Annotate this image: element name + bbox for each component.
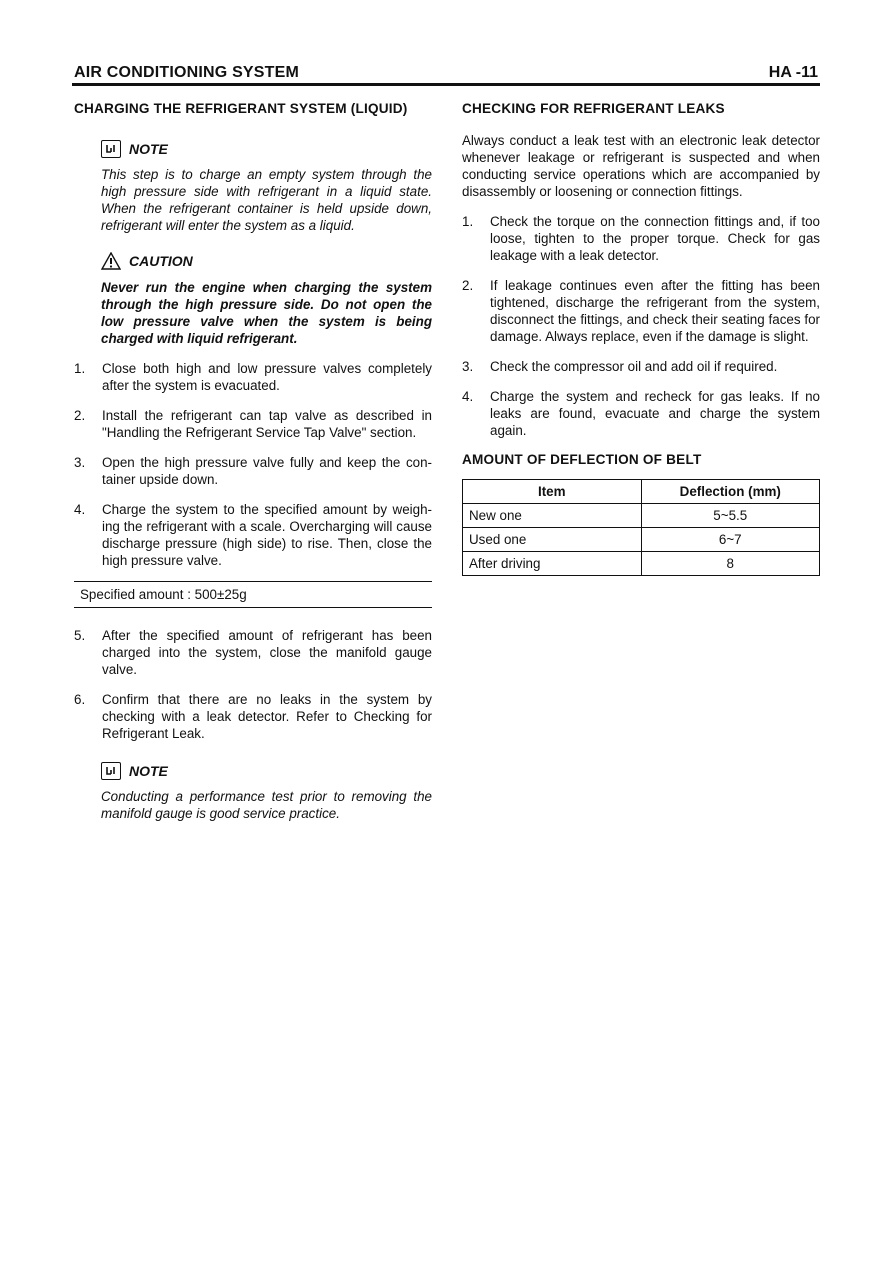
note-header (101, 140, 432, 158)
list-item (74, 360, 432, 394)
note-text: Conducting a performance test prior to removing the manifold gauge is good service practice. (101, 789, 432, 821)
column-header-deflection: Deflection (mm) (641, 480, 820, 504)
caution-header (101, 252, 432, 270)
note-block (101, 140, 432, 234)
section-heading-charging: CHARGING THE REFRIGERANT SYSTEM (LIQUID) (74, 101, 408, 116)
caution-block (101, 252, 432, 347)
table-cell: After driving (463, 552, 642, 576)
warning-icon (101, 252, 121, 270)
item-text: Confirm that there are no leaks in the system by checking with a leak detector. Refer to Checking for Refrigerant Leak. (102, 692, 432, 741)
list-item (74, 691, 432, 742)
table-row (463, 528, 820, 552)
caution-label: CAUTION (129, 252, 193, 269)
item-text: Charge the system and recheck for gas leaks. If no leaks are found, evacuate and charge the system again. (490, 389, 820, 438)
item-text: Open the high pressure valve fully and keep the con-tainer upside down. (102, 455, 432, 487)
list-item (74, 454, 432, 488)
item-number: 3. (74, 455, 86, 470)
leak-intro: Always conduct a leak test with an electronic leak detector whenever leakage or refrigerant is suspected and when conducting service operations which are accompanied by disassembly or loosening or connection fittings. (462, 133, 820, 199)
item-text: Check the compressor oil and add oil if required. (490, 359, 778, 374)
left-column (74, 100, 432, 822)
table-cell: New one (463, 504, 642, 528)
steps-list-b (74, 627, 432, 742)
item-number: 1. (462, 214, 474, 229)
note-text: This step is to charge an empty system through the high pressure side with refrigerant in a liquid state. When the refrigerant container is held upside down, refrigerant will enter the system as a liquid. (101, 167, 432, 233)
list-item (462, 277, 820, 345)
table-cell: 8 (641, 552, 820, 576)
belt-deflection-table (462, 479, 820, 576)
item-number: 4. (462, 389, 474, 404)
list-item (462, 388, 820, 439)
item-text: Close both high and low pressure valves completely after the system is evacuated. (102, 361, 432, 393)
list-item (462, 358, 820, 375)
note-label: NOTE (129, 140, 168, 157)
specified-amount: Specified amount : 500±25g (74, 581, 432, 608)
note-icon (101, 140, 121, 158)
item-number: 4. (74, 502, 86, 517)
table-row (463, 552, 820, 576)
list-item (74, 407, 432, 441)
caution-text: Never run the engine when charging the system through the high pressure side. Do not open the low pressure valve when the system is being charged with liquid refrigerant. (101, 280, 432, 346)
item-number: 5. (74, 628, 86, 643)
table-cell: Used one (463, 528, 642, 552)
item-number: 3. (462, 359, 474, 374)
item-number: 2. (74, 408, 86, 423)
table-row (463, 504, 820, 528)
header-title: AIR CONDITIONING SYSTEM (74, 64, 300, 81)
section-heading-leaks: CHECKING FOR REFRIGERANT LEAKS (462, 101, 725, 116)
leak-steps (462, 213, 820, 439)
note-label: NOTE (129, 762, 168, 779)
section-heading-belt: AMOUNT OF DEFLECTION OF BELT (462, 452, 702, 467)
right-column (462, 100, 820, 576)
header-rule (72, 83, 820, 86)
note-header (101, 762, 432, 780)
column-header-item: Item (463, 480, 642, 504)
item-number: 1. (74, 361, 86, 376)
item-text: If leakage continues even after the fitting has been tightened, discharge the refrigerant from the system, disconnect the fittings, and check their seating faces for damage. Always replace, even if the damage is slight. (490, 278, 820, 344)
item-number: 2. (462, 278, 474, 293)
list-item (74, 501, 432, 569)
list-item (74, 627, 432, 678)
item-text: After the specified amount of refrigerant has been charged into the system, close the manifold gauge valve. (102, 628, 432, 677)
item-text: Check the torque on the connection fittings and, if too loose, tighten to the proper torque. Check for gas leakage with a leak detector. (490, 214, 820, 263)
item-text: Charge the system to the specified amount by weigh-ing the refrigerant with a scale. Overcharging will cause discharge pressure (high side) to rise. Then, close the high pressure valve. (102, 502, 432, 568)
page-number: HA -11 (768, 64, 818, 81)
steps-list-a (74, 360, 432, 569)
table-cell: 6~7 (641, 528, 820, 552)
item-text: Install the refrigerant can tap valve as described in "Handling the Refrigerant Service Tap Valve" section. (102, 408, 432, 440)
table-header-row (463, 480, 820, 504)
item-number: 6. (74, 692, 86, 707)
list-item (462, 213, 820, 264)
table-cell: 5~5.5 (641, 504, 820, 528)
note-icon (101, 762, 121, 780)
note-block (101, 762, 432, 822)
